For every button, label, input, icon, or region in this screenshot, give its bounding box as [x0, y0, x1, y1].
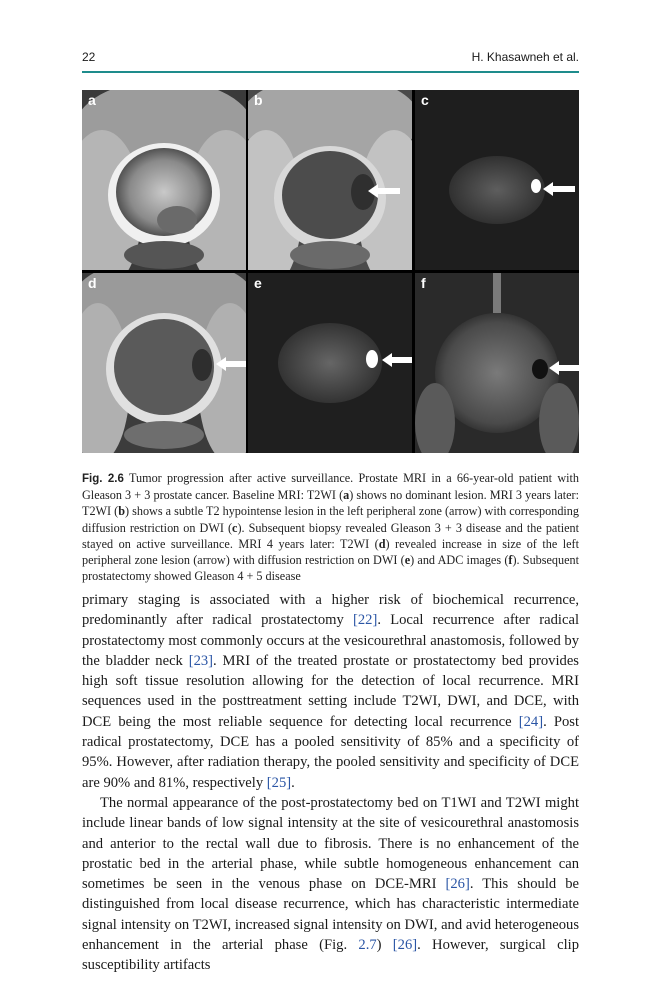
panel-a [82, 90, 246, 270]
caption-text: ) revealed increase in size of the left peripheral zone lesion (arrow) with diffusion restriction on DWI ( [82, 536, 579, 568]
figure-caption [82, 470, 579, 584]
arrow-icon [543, 182, 575, 196]
page-number: 22 [82, 50, 96, 64]
panel-label-d: d [88, 275, 97, 291]
caption-ref: b [118, 504, 125, 519]
caption-label: Fig. 2.6 [82, 473, 124, 485]
citation-link[interactable]: [25] [266, 774, 292, 791]
caption-text: ) shows no dominant lesion. MRI 3 years later: T2WI ( [82, 488, 579, 519]
body-text [82, 590, 579, 976]
running-authors: H. Khasawneh et al. [471, 50, 579, 64]
panel-a-image [82, 90, 246, 270]
caption-text: ) and ADC images ( [410, 553, 509, 568]
text-run: ) [376, 937, 393, 954]
caption-ref: c [232, 520, 238, 535]
arrow-icon [216, 357, 246, 371]
text-run: primary staging is associated with a higher risk of biochemical recurrence, predominantly after radical prostatectomy [82, 592, 579, 629]
caption-text: Tumor progression after active surveillance. Prostate MRI in a 66-year-old patient with Gleason 3 + 3 prostate cancer. Baseline MRI: T2WI ( [82, 471, 579, 503]
panel-b [248, 90, 412, 270]
citation-link[interactable]: [22] [353, 612, 378, 629]
caption-text: ). Subsequent biopsy revealed Gleason 3 + 3 disease and the patient stayed on active surveillance. MRI 4 years later: T2WI ( [82, 520, 580, 551]
text-run: . MRI of the treated prostate or prostatectomy bed provides high soft tissue resolution allowing for the detection of local recurrence. MRI sequences used in the posttreatment setting include T2WI, DWI, and DCE, with DCE being the most reliable sequence for detecting local recurrence [82, 652, 579, 730]
citation-link[interactable]: [26] [392, 937, 418, 954]
text-run: . However, surgical clip susceptibility artifacts [82, 937, 579, 974]
caption-ref: a [343, 488, 350, 503]
text-run: The normal appearance of the post-prostatectomy bed on T1WI and T2WI might include linear bands of low signal intensity at the site of vesicourethral anastomosis and anterior to the rectal wall due to fibrosis. There is no enhancement of the prostatic bed in the arterial phase, while subtle homogeneous enhancement can sometimes be seen in the venous phase on DCE-MRI [82, 794, 579, 893]
panel-label-b: b [254, 92, 263, 108]
caption-text: ) shows a subtle T2 hypointense lesion in the left peripheral zone (arrow) with corresponding diffusion restriction on DWI ( [82, 504, 579, 535]
panel-label-f: f [421, 275, 426, 291]
text-run: . Post radical prostatectomy, DCE has a pooled sensitivity of 85% and a specificity of 95%. However, after radiation therapy, the pooled sensitivity and specificity of DCE are 90% and 81%, respectively [82, 713, 579, 791]
text-run: . Local recurrence after radical prostatectomy most commonly occurs at the vesicourethral anastomosis, followed by the bladder neck [82, 612, 579, 669]
panel-b-image [248, 90, 412, 270]
citation-link[interactable]: [26] [445, 876, 470, 893]
panel-label-e: e [254, 275, 262, 291]
figure-link[interactable]: 2.7 [358, 937, 377, 954]
panel-label-c: c [421, 92, 429, 108]
caption-text: ). Subsequent prostatectomy showed Gleason 4 + 5 disease [82, 553, 579, 584]
caption-ref: d [378, 536, 386, 551]
arrow-icon [368, 184, 400, 198]
panel-e [248, 273, 412, 453]
paragraph [82, 590, 579, 793]
panel-label-a: a [88, 92, 96, 108]
panel-d [82, 273, 246, 453]
arrow-icon [382, 353, 412, 367]
paragraph [82, 793, 579, 976]
mri-figure [82, 90, 579, 453]
panel-c-image [415, 90, 579, 270]
citation-link[interactable]: [23] [188, 652, 214, 669]
panel-f [415, 273, 579, 453]
text-run: . This should be distinguished from local disease recurrence, which has characteristic intermediate signal intensity on T2WI, increased signal intensity on DWI, and avid heterogeneous enhancement in the arterial phase (Fig. [82, 876, 579, 954]
caption-ref: e [404, 553, 411, 568]
panel-c [415, 90, 579, 270]
arrow-icon [549, 361, 579, 375]
header-rule [82, 71, 579, 73]
text-run: . [291, 774, 295, 791]
caption-ref: f [508, 553, 513, 568]
running-header [82, 50, 579, 70]
citation-link[interactable]: [24] [518, 713, 544, 730]
